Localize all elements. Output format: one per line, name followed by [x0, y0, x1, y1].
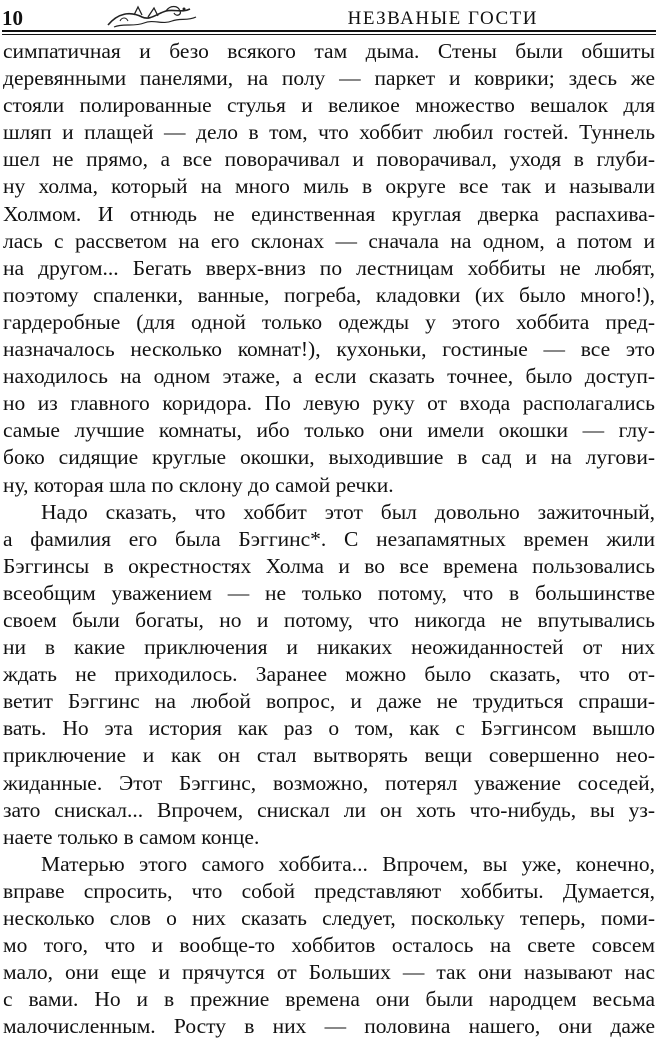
page-number: 10 [2, 6, 23, 30]
running-head: НЕЗВАНЫЕ ГОСТИ [347, 8, 538, 29]
text-line: приключение и как он стал вытворять вещи совершенно нео- [3, 743, 655, 768]
text-line: своем были богаты, но и потому, что никогда не впутывались [3, 607, 655, 632]
text-line: вправе спросить, что собой представляют хоббиты. Думается, [3, 878, 655, 903]
text-line: зато снискал... Впрочем, снискал ли он хоть что-нибудь, вы уз- [3, 797, 655, 822]
text-line: самые лучшие комнаты, ибо только они имели окошки — глу- [3, 418, 655, 443]
dragon-ornament-icon [104, 3, 200, 33]
text-line: ветит Бэггинс на любой вопрос, и даже не трудиться спраши- [3, 689, 655, 714]
text-line: а фамилия его была Бэггинс*. С незапамятных времен жили [3, 526, 655, 551]
text-line: симпатичная и безо всякого там дыма. Стены были обшиты [3, 39, 655, 63]
text-line: с вами. Но и в прежние времена они были народцем весьма [3, 987, 655, 1012]
page-text-body [3, 38, 655, 1040]
text-line: гардеробные (для одной только одежды у этого хоббита пред- [3, 309, 655, 334]
text-line: поэтому спаленки, ванные, погреба, кладовки (их было много!), [3, 282, 655, 307]
text-line: Холмом. И отнюдь не единственная круглая дверка распахива- [3, 201, 655, 226]
text-line: Матерью этого самого хоббита... Впрочем, вы уже, конечно, [41, 851, 655, 876]
page-header [0, 0, 658, 36]
text-line: жиданные. Этот Бэггинс, возможно, потерял уважение соседей, [3, 770, 655, 795]
text-line: на другом... Бегать вверх-вниз по лестницам хоббиты не любят, [3, 255, 655, 280]
text-line: находилось на одном этаже, а если сказать точнее, было доступ- [3, 364, 655, 389]
header-rule [2, 30, 656, 32]
text-line: но из главного коридора. По левую руку от входа располагались [3, 391, 655, 416]
header-rule-thin [2, 34, 656, 35]
text-line: боко сидящие круглые окошки, выходившие в сад и на лугови- [3, 445, 655, 470]
text-line: стояли полированные стулья и великое множество вешалок для [3, 93, 655, 118]
text-line: лась с рассветом на его склонах — сначала на одном, а потом и [3, 228, 655, 253]
text-line: шляп и плащей — дело в том, что хоббит любил гостей. Туннель [3, 120, 655, 145]
text-line: наете только в самом конце. [3, 824, 260, 849]
text-line: мало, они еще и прячутся от Больших — так они называют нас [3, 960, 655, 985]
text-line: мо того, что и вообще-то хоббитов осталось на свете совсем [3, 933, 655, 958]
text-line: ни в какие приключения и никаких неожиданностей от них [3, 635, 655, 660]
text-line: ну, которая шла по склону до самой речки. [3, 472, 394, 497]
text-line: малочисленным. Росту в них — половина нашего, они даже [3, 1014, 655, 1039]
text-line: вать. Но эта история как раз о том, как с Бэггинсом вышло [3, 716, 655, 741]
text-line: всеобщим уважением — не только потому, что в большинстве [3, 580, 655, 605]
text-line: ну холма, который на много миль в округе все так и называли [3, 174, 655, 199]
text-line: назначалось несколько комнат!), кухоньки, гостиные — все это [3, 337, 655, 362]
text-line: несколько слов о них сказать следует, поскольку теперь, поми- [3, 906, 655, 930]
text-line: ждать не приходилось. Заранее можно было сказать, что от- [3, 662, 655, 687]
text-line: шел не прямо, а все поворачивал и поворачивал, уходя в глуби- [3, 147, 655, 172]
text-line: Бэггинсы в окрестностях Холма и во все времена пользовались [3, 553, 655, 578]
text-line: деревянными панелями, на полу — паркет и коврики; здесь же [3, 66, 655, 91]
text-line: Надо сказать, что хоббит этот был довольно зажиточный, [41, 499, 655, 524]
